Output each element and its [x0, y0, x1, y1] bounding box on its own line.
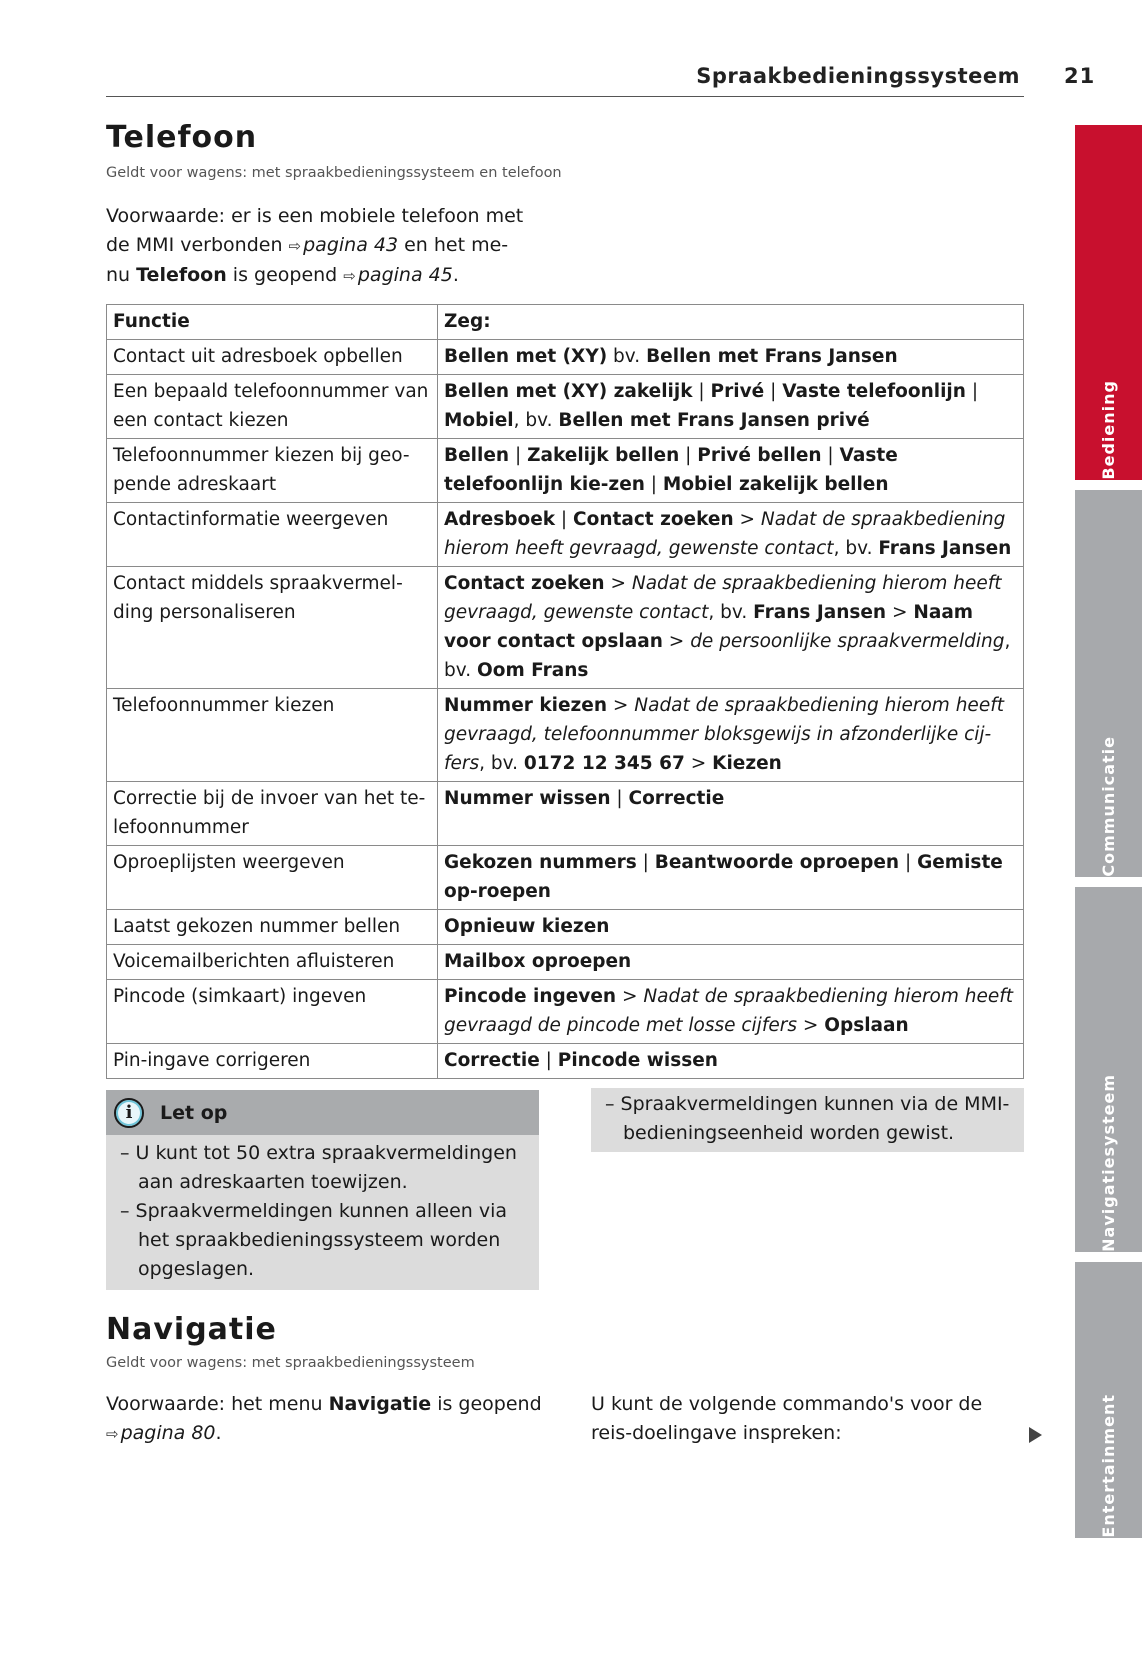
voice-command: Pincode wissen — [557, 1050, 718, 1071]
condition-text: de MMI verbonden — [106, 234, 289, 256]
menu-name: Navigatie — [328, 1393, 432, 1415]
voice-command: Bellen met (XY) — [444, 346, 608, 367]
say-cell — [438, 567, 1024, 689]
table-row — [107, 340, 1024, 375]
voice-command: Privé bellen — [697, 445, 822, 466]
page-number: 21 — [1064, 64, 1096, 88]
condition-text: is geopend — [431, 1393, 542, 1415]
condition-line-1 — [106, 1390, 546, 1419]
section-title-telefoon: Telefoon — [106, 120, 258, 155]
voice-command: Kiezen — [712, 753, 782, 774]
separator-text: | — [965, 381, 979, 402]
say-cell — [438, 910, 1024, 945]
instruction-text: Nadat de spraakbediening hierom heeft gevraagd, gewenste contact — [444, 573, 1002, 623]
separator-text: > — [684, 753, 713, 774]
separator-text: | — [679, 445, 698, 466]
side-tab-label: Entertainment — [1099, 1394, 1118, 1538]
say-cell — [438, 439, 1024, 503]
note-header — [106, 1090, 539, 1135]
condition-text: is geopend — [226, 264, 344, 286]
condition-text: . — [452, 264, 459, 286]
column-header-function: Functie — [107, 305, 438, 340]
function-cell: Contactinformatie weergeven — [107, 503, 438, 567]
header-divider — [106, 96, 1024, 97]
voice-command: Correctie — [444, 1050, 540, 1071]
separator-text: | — [555, 509, 574, 530]
function-cell: Contact middels spraakvermel-ding personaliseren — [107, 567, 438, 689]
voice-command: Mobiel — [444, 410, 514, 431]
table-row — [107, 846, 1024, 910]
page-ref-link[interactable]: pagina 45 — [357, 264, 453, 286]
voice-command: Adresboek — [444, 509, 556, 530]
triangle-right-icon — [1029, 1427, 1042, 1443]
table-header-row — [107, 305, 1024, 340]
note-body — [106, 1135, 539, 1290]
condition-text: Voorwaarde: het menu — [106, 1393, 329, 1415]
say-cell — [438, 689, 1024, 782]
voice-command: Privé — [710, 381, 765, 402]
info-icon: i — [114, 1098, 144, 1128]
voice-command-table — [106, 304, 1024, 1079]
table-row — [107, 782, 1024, 846]
function-cell: Pincode (simkaart) ingeven — [107, 980, 438, 1044]
side-tab-label: Bediening — [1099, 380, 1118, 480]
separator-text: | — [821, 445, 840, 466]
commands-intro: U kunt de volgende commando's voor de reis-doelingave inspreken: — [591, 1393, 983, 1444]
instruction-text: de persoonlijke spraakvermelding — [690, 631, 1005, 652]
note-item: – Spraakvermeldingen kunnen via de MMI-bedieningseenheid worden gewist. — [605, 1093, 1010, 1144]
condition-telefoon — [106, 202, 546, 291]
running-header-title: Spraakbedieningssysteem — [696, 64, 1020, 88]
separator-text: , bv. — [708, 602, 754, 623]
voice-command: Frans Jansen — [753, 602, 887, 623]
voice-command: Contact zoeken — [444, 573, 605, 594]
function-cell: Pin-ingave corrigeren — [107, 1044, 438, 1079]
voice-command: Nummer kiezen — [444, 695, 607, 716]
separator-text: , bv. — [833, 538, 879, 559]
voice-command: Correctie — [628, 788, 725, 809]
voice-command: Bellen met (XY) zakelijk — [444, 381, 693, 402]
say-cell — [438, 846, 1024, 910]
condition-navigatie — [106, 1390, 546, 1449]
separator-text: | — [509, 445, 528, 466]
section-title-navigatie: Navigatie — [106, 1312, 277, 1347]
condition-line-2 — [106, 231, 546, 261]
page-ref-link[interactable]: pagina 43 — [303, 234, 399, 256]
page-ref-arrow-icon: ⇨ — [343, 267, 356, 285]
separator-text: > — [616, 986, 644, 1007]
separator-text: | — [610, 788, 629, 809]
table-body — [107, 340, 1024, 1079]
side-tab-navigatiesysteem[interactable] — [1075, 887, 1142, 1252]
separator-text: > — [796, 1015, 825, 1036]
voice-command: Beantwoorde oproepen — [654, 852, 900, 873]
column-header-say: Zeg: — [438, 305, 1024, 340]
voice-command: Mailbox oproepen — [444, 951, 632, 972]
separator-text: | — [692, 381, 711, 402]
separator-text: | — [636, 852, 655, 873]
separator-text: , bv. — [479, 753, 524, 774]
table-row — [107, 945, 1024, 980]
voice-command: Contact zoeken — [573, 509, 734, 530]
say-cell — [438, 340, 1024, 375]
condition-line-3 — [106, 261, 546, 291]
function-cell: Telefoonnummer kiezen bij geo-pende adreskaart — [107, 439, 438, 503]
applies-to-navigatie: Geldt voor wagens: met spraakbedieningssysteem — [106, 1355, 475, 1371]
separator-text: | — [764, 381, 783, 402]
separator-text: , bv. — [513, 410, 559, 431]
separator-text: , bv. — [444, 631, 1011, 681]
note-continuation — [591, 1088, 1024, 1152]
voice-command: Pincode ingeven — [444, 986, 617, 1007]
voice-command: Naam voor contact opslaan — [444, 602, 974, 652]
say-cell — [438, 945, 1024, 980]
table-row — [107, 375, 1024, 439]
condition-line-1: Voorwaarde: er is een mobiele telefoon met — [106, 205, 524, 227]
voice-command: Gemiste op-roepen — [444, 852, 1003, 902]
function-cell: Telefoonnummer kiezen — [107, 689, 438, 782]
voice-command: Oom Frans — [477, 660, 589, 681]
table-row — [107, 567, 1024, 689]
instruction-text: Nadat de spraakbediening hierom heeft gevraagd de pincode met losse cijfers — [444, 986, 1014, 1036]
instruction-text: Nadat de spraakbediening hierom heeft gevraagd, gewenste contact — [444, 509, 1006, 559]
separator-text: > — [733, 509, 761, 530]
side-tab-label: Communicatie — [1099, 736, 1118, 877]
separator-text: | — [539, 1050, 558, 1071]
side-tab-bediening[interactable] — [1075, 125, 1142, 480]
table-row — [107, 439, 1024, 503]
note-title: Let op — [160, 1101, 228, 1124]
voice-command: Frans Jansen — [878, 538, 1012, 559]
page-ref-link[interactable]: pagina 80 — [120, 1422, 216, 1444]
separator-text: > — [662, 631, 691, 652]
menu-name: Telefoon — [136, 264, 227, 286]
voice-command: Gekozen nummers — [444, 852, 637, 873]
voice-command: Bellen met Frans Jansen — [646, 346, 898, 367]
say-cell — [438, 782, 1024, 846]
function-cell: Contact uit adresboek opbellen — [107, 340, 438, 375]
note-item: – Spraakvermeldingen kunnen alleen via het spraakbedieningssysteem worden opgeslagen. — [120, 1200, 508, 1280]
function-cell: Voicemailberichten afluisteren — [107, 945, 438, 980]
separator-text: | — [899, 852, 918, 873]
voice-command: Vaste telefoonlijn kie-zen — [444, 445, 898, 495]
say-cell — [438, 980, 1024, 1044]
say-cell — [438, 375, 1024, 439]
table-row — [107, 910, 1024, 945]
voice-command: 0172 12 345 67 — [523, 753, 685, 774]
voice-command: Bellen — [444, 445, 510, 466]
table-row — [107, 980, 1024, 1044]
condition-line-2 — [106, 1419, 546, 1449]
separator-text: | — [644, 474, 663, 495]
function-cell: Oproeplijsten weergeven — [107, 846, 438, 910]
say-cell — [438, 503, 1024, 567]
note-item: – U kunt tot 50 extra spraakvermeldingen aan adreskaarten toewijzen. — [120, 1142, 517, 1193]
voice-command: Vaste telefoonlijn — [782, 381, 966, 402]
condition-text: nu — [106, 264, 137, 286]
voice-command: Bellen met Frans Jansen privé — [558, 410, 870, 431]
page-ref-arrow-icon: ⇨ — [106, 1425, 119, 1443]
condition-text: . — [215, 1422, 222, 1444]
table-row — [107, 689, 1024, 782]
voice-command: Opnieuw kiezen — [444, 916, 610, 937]
function-cell: Correctie bij de invoer van het te-lefoonnummer — [107, 782, 438, 846]
separator-text: bv. — [607, 346, 647, 367]
separator-text: > — [604, 573, 632, 594]
separator-text: > — [607, 695, 635, 716]
side-tab-communicatie[interactable] — [1075, 490, 1142, 877]
say-cell — [438, 1044, 1024, 1079]
condition-text: en het me- — [398, 234, 509, 256]
instruction-text: Nadat de spraakbediening hierom heeft gevraagd, telefoonnummer bloksgewijs in afzonderlijke cij-fers — [444, 695, 1004, 774]
voice-command: Nummer wissen — [444, 788, 611, 809]
voice-command: Opslaan — [824, 1015, 909, 1036]
table-row — [107, 503, 1024, 567]
function-cell: Een bepaald telefoonnummer van een contact kiezen — [107, 375, 438, 439]
voice-command: Mobiel zakelijk bellen — [662, 474, 889, 495]
applies-to-telefoon: Geldt voor wagens: met spraakbedieningssysteem en telefoon — [106, 165, 562, 181]
function-cell: Laatst gekozen nummer bellen — [107, 910, 438, 945]
page-ref-arrow-icon: ⇨ — [288, 237, 302, 255]
side-tab-label: Navigatiesysteem — [1099, 1074, 1118, 1252]
note-box — [106, 1090, 539, 1290]
separator-text: > — [886, 602, 914, 623]
voice-command: Zakelijk bellen — [527, 445, 680, 466]
side-tab-entertainment[interactable] — [1075, 1262, 1142, 1538]
table-row — [107, 1044, 1024, 1079]
